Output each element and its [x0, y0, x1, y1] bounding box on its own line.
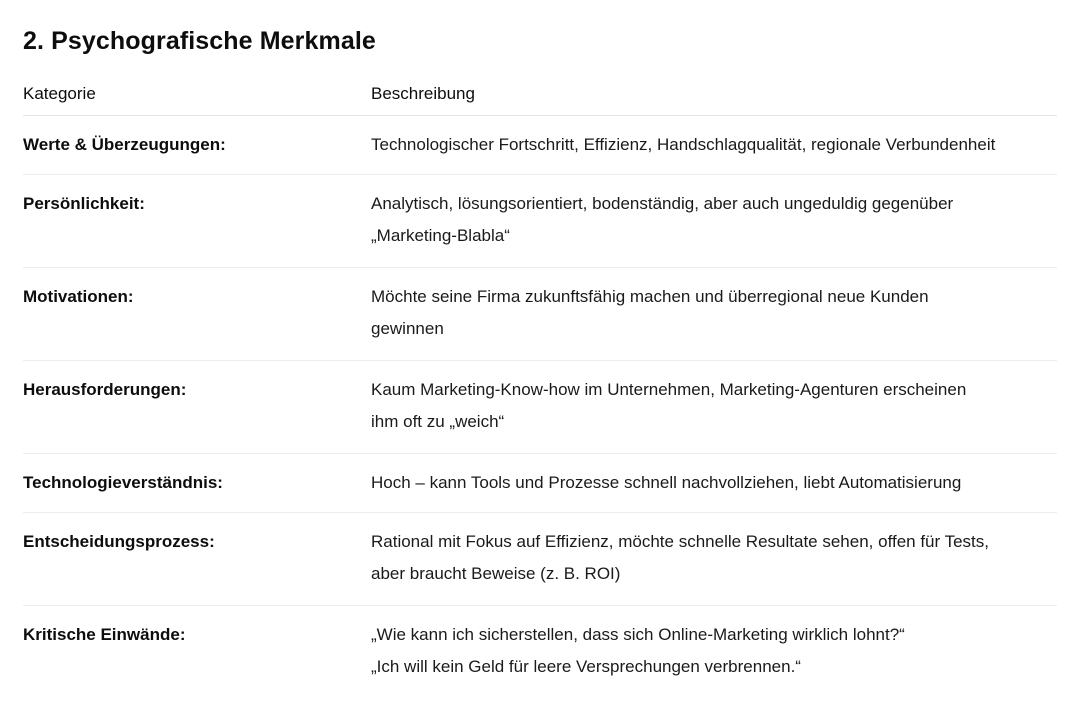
table-row	[23, 268, 1057, 361]
table-header-row	[23, 76, 1057, 116]
table-row	[23, 454, 1057, 513]
table-row	[23, 116, 1057, 175]
psychographic-table	[23, 76, 1057, 696]
row-description: „Wie kann ich sicherstellen, dass sich Online-Marketing wirklich lohnt?“ „Ich will kein Geld für leere Versprechungen verbrennen.“	[371, 625, 905, 676]
section-heading: 2. Psychografische Merkmale	[23, 27, 376, 55]
row-category: Werte & Überzeugungen:	[23, 135, 226, 154]
table-row	[23, 513, 1057, 606]
row-description: Kaum Marketing-Know-how im Unternehmen, Marketing-Agenturen erscheinen ihm oft zu „weich“	[371, 380, 967, 431]
row-description: Möchte seine Firma zukunftsfähig machen und überregional neue Kunden gewinnen	[371, 287, 929, 338]
table-row	[23, 606, 1057, 696]
row-description: Hoch – kann Tools und Prozesse schnell nachvollziehen, liebt Automatisierung	[371, 473, 962, 492]
row-category: Technologieverständnis:	[23, 473, 223, 492]
row-category: Motivationen:	[23, 287, 134, 306]
table-row	[23, 175, 1057, 268]
column-header-category: Kategorie	[23, 84, 96, 103]
row-description: Technologischer Fortschritt, Effizienz, Handschlagqualität, regionale Verbundenheit	[371, 135, 996, 154]
column-header-description: Beschreibung	[371, 84, 475, 103]
row-category: Herausforderungen:	[23, 380, 187, 399]
table-row	[23, 361, 1057, 454]
row-category: Kritische Einwände:	[23, 625, 186, 644]
row-description: Rational mit Fokus auf Effizienz, möchte schnelle Resultate sehen, offen für Tests, aber braucht Beweise (z. B. ROI)	[371, 532, 989, 583]
row-description: Analytisch, lösungsorientiert, bodenständig, aber auch ungeduldig gegenüber „Marketing-Blabla“	[371, 194, 954, 245]
row-category: Entscheidungsprozess:	[23, 532, 215, 551]
row-category: Persönlichkeit:	[23, 194, 145, 213]
